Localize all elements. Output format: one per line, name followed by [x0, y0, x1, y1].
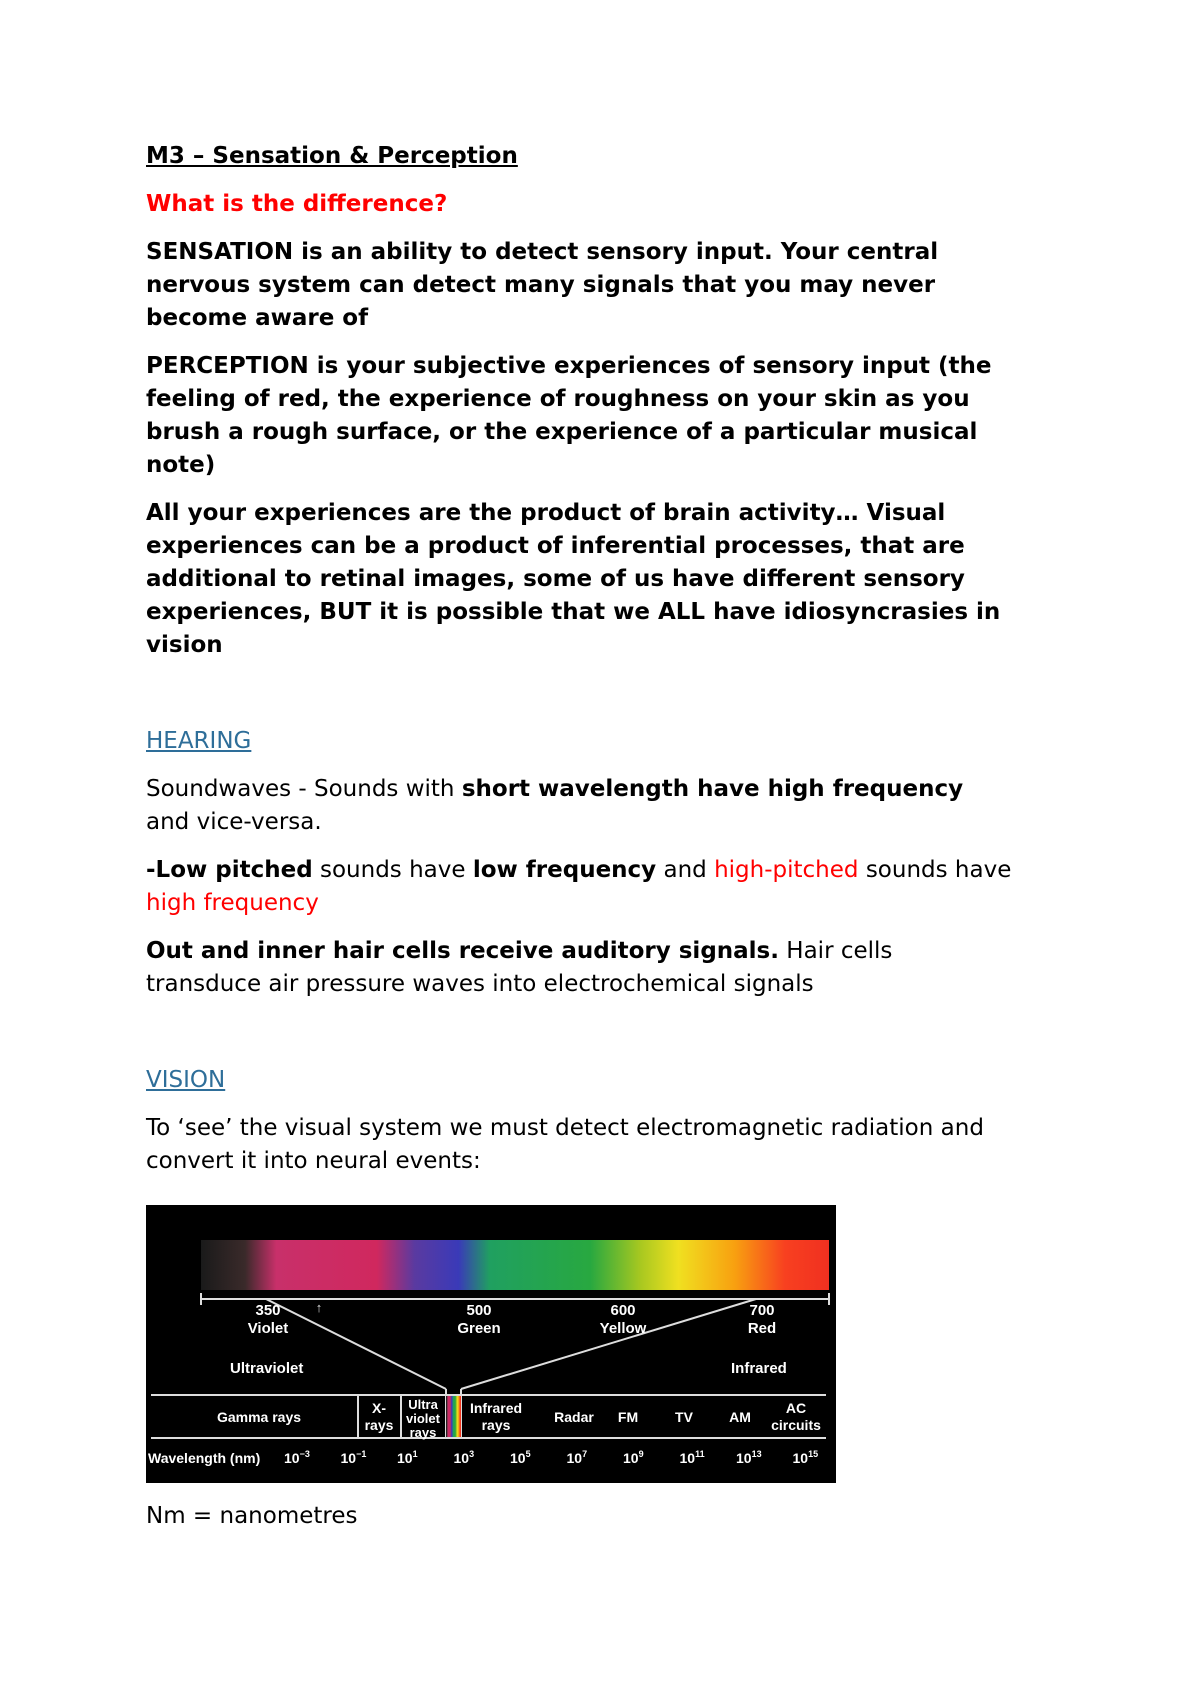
ultraviolet-label: Ultraviolet	[230, 1360, 304, 1377]
paragraph-line	[146, 935, 1076, 968]
arrow-marker: ↑	[315, 1300, 323, 1315]
paragraph-line: feeling of red, the experience of roughness on your skin as you	[146, 386, 970, 412]
band-infrared-line1: Infrared	[469, 1400, 523, 1416]
paragraph-line: nervous system can detect many signals that you may never	[146, 272, 936, 298]
tick-label-700: 700	[749, 1302, 775, 1319]
paragraph-line: brush a rough surface, or the experience of a particular musical	[146, 419, 978, 445]
band-infrared-line2: rays	[481, 1417, 511, 1433]
text-run: and	[656, 857, 715, 883]
wavelength-axis-label: Wavelength (nm)	[148, 1450, 261, 1466]
wavelength-exponents	[284, 1449, 818, 1466]
paragraph-line: SENSATION is an ability to detect sensory input. Your central	[146, 239, 939, 265]
paragraph-line	[146, 773, 1076, 806]
text-run-bold: short wavelength have high frequency	[461, 776, 964, 802]
band-xrays-line1: X-	[372, 1400, 386, 1416]
hearing-paragraph-3	[146, 935, 1076, 1001]
text-run: Hair cells	[778, 938, 893, 964]
wavelength-tick-label: $10^7$	[566, 1449, 588, 1466]
wavelength-tick-label: $10^1$	[397, 1449, 418, 1466]
hearing-paragraph-2	[146, 854, 1076, 920]
hearing-paragraph-1	[146, 773, 1076, 839]
band-xrays-line2: rays	[364, 1417, 394, 1433]
band-uv-line1: Ultra	[408, 1397, 438, 1412]
paragraph-line: additional to retinal images, some of us have different sensory	[146, 566, 965, 592]
paragraph-line: All your experiences are the product of brain activity… Visual	[146, 500, 946, 526]
paragraph-line: convert it into neural events:	[146, 1148, 481, 1174]
band-fm: FM	[617, 1409, 639, 1425]
paragraph-line: high frequency	[146, 890, 319, 916]
band-tv: TV	[675, 1409, 693, 1425]
paragraph-line	[146, 854, 1076, 887]
band-radar: Radar	[554, 1409, 594, 1425]
wavelength-tick-label: $10^9$	[623, 1449, 644, 1466]
tick-name-red: Red	[747, 1320, 777, 1337]
electromagnetic-spectrum-figure	[146, 1205, 836, 1483]
wavelength-tick-label: $10^5$	[510, 1449, 531, 1466]
sensation-paragraph	[146, 236, 1076, 335]
hearing-heading: HEARING	[146, 728, 252, 754]
spectrum-bracket	[201, 1293, 829, 1403]
text-run-bold: low frequency	[472, 857, 657, 883]
text-run-bold: Out and inner hair cells receive auditory signals.	[146, 938, 779, 964]
visible-spectrum-bar	[201, 1240, 829, 1290]
tick-name-violet: Violet	[247, 1320, 289, 1337]
paragraph-line: vision	[146, 632, 223, 658]
question-heading: What is the difference?	[146, 191, 448, 217]
band-uv-line2: violet	[406, 1411, 440, 1426]
tick-label-350: 350	[255, 1302, 281, 1319]
wavelength-tick-label: $10^{-1}$	[340, 1449, 367, 1466]
tick-name-yellow: Yellow	[599, 1320, 647, 1337]
wavelength-tick-label: $10^{13}$	[736, 1449, 762, 1466]
paragraph-line: experiences can be a product of inferential processes, that are	[146, 533, 965, 559]
infrared-label: Infrared	[731, 1360, 787, 1377]
vision-heading: VISION	[146, 1067, 226, 1093]
vision-paragraph-1	[146, 1112, 1076, 1178]
text-run-bold: -Low pitched	[146, 857, 313, 883]
band-am: AM	[729, 1409, 751, 1425]
band-ac-line2: circuits	[771, 1417, 821, 1433]
paragraph-line: experiences, BUT it is possible that we ALL have idiosyncrasies in	[146, 599, 1001, 625]
wavelength-tick-label: $10^{15}$	[792, 1449, 819, 1466]
page-title: M3 – Sensation & Perception	[146, 143, 518, 169]
text-run: Soundwaves - Sounds with	[146, 776, 462, 802]
visible-band-strip	[446, 1396, 461, 1437]
tick-name-green: Green	[457, 1320, 501, 1337]
paragraph-line: transduce air pressure waves into electrochemical signals	[146, 971, 814, 997]
band-ac-line1: AC	[785, 1400, 807, 1416]
paragraph-line: To ‘see’ the visual system we must detect electromagnetic radiation and	[146, 1115, 984, 1141]
paragraph-line: note)	[146, 452, 216, 478]
figure-caption: Nm = nanometres	[146, 1503, 358, 1529]
band-uv-line3: rays	[409, 1425, 437, 1440]
wavelength-tick-label: $10^3$	[453, 1449, 475, 1466]
paragraph-line: become aware of	[146, 305, 369, 331]
text-run: sounds have	[858, 857, 1012, 883]
perception-paragraph	[146, 350, 1076, 482]
wavelength-tick-label: $10^{11}$	[679, 1449, 705, 1466]
wavelength-tick-label: $10^{-3}$	[284, 1449, 310, 1466]
text-run: sounds have	[312, 857, 473, 883]
text-run-red: high-pitched	[714, 857, 859, 883]
tick-label-600: 600	[610, 1302, 636, 1319]
paragraph-line: and vice-versa.	[146, 809, 322, 835]
experiences-paragraph	[146, 497, 1076, 662]
document-page	[146, 140, 1076, 1178]
spectrum-svg	[146, 1205, 836, 1483]
tick-label-500: 500	[466, 1302, 492, 1319]
band-gamma-rays: Gamma rays	[216, 1409, 302, 1425]
paragraph-line: PERCEPTION is your subjective experiences of sensory input (the	[146, 353, 992, 379]
